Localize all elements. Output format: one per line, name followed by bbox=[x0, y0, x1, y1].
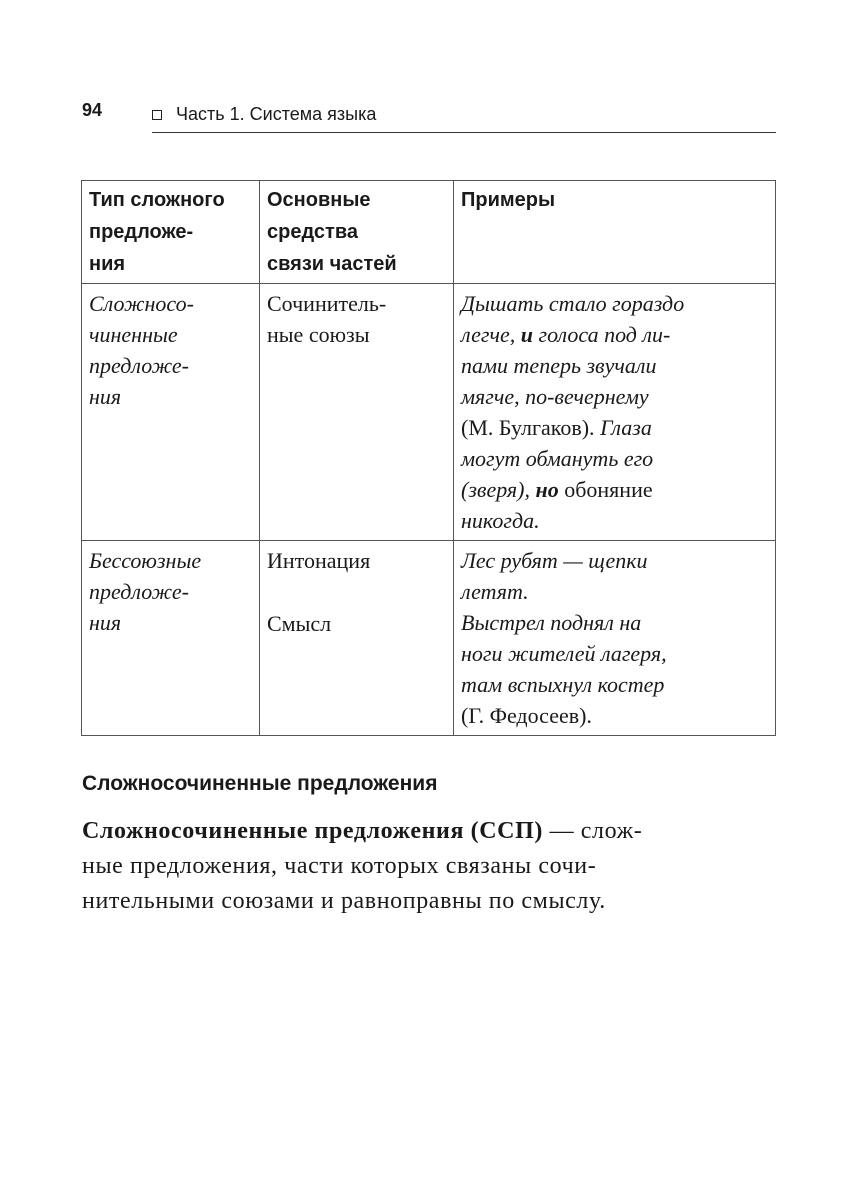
header-examples: Примеры bbox=[454, 181, 776, 284]
author-fedoseev: (Г. Федосеев). bbox=[461, 703, 592, 728]
page-number: 94 bbox=[82, 100, 103, 120]
table-header-row bbox=[82, 181, 776, 284]
section-heading: Сложносочиненные предложения bbox=[82, 772, 438, 795]
author-bulgakov: (М. Булгаков). bbox=[461, 415, 601, 440]
sentence-types-table bbox=[81, 180, 776, 736]
cell-type-asyndetic: Бессоюзные предложе- ния bbox=[82, 541, 260, 736]
header-means: Основные средства связи частей bbox=[260, 181, 454, 284]
running-header bbox=[152, 104, 776, 133]
cell-means-asyndetic: Интонация Смысл bbox=[260, 541, 454, 736]
defined-term: Сложносочиненные предложения (ССП) bbox=[82, 818, 543, 844]
running-header-title: Часть 1. Система языка bbox=[176, 104, 377, 124]
cell-type-compound: Сложносо- чиненные предложе- ния bbox=[82, 284, 260, 541]
header-type: Тип сложного предложе- ния bbox=[82, 181, 260, 284]
table-row bbox=[82, 284, 776, 541]
table-row bbox=[82, 541, 776, 736]
checkbox-square-icon bbox=[152, 110, 162, 120]
definition-paragraph: Сложносочиненные предложения (ССП) — слож- ные предложения, части которых связаны сочи- нительными союзами и равноправны по смыслу. bbox=[82, 818, 643, 914]
cell-examples-compound: Дышать стало гораздо легче, и голоса под ли- пами теперь звучали мягче, по-вечернему (М. Булгаков). Глаза могут обмануть его (зверя), но обоняние никогда. bbox=[454, 284, 776, 541]
cell-examples-asyndetic: Лес рубят — щепки летят. Выстрел поднял на ноги жителей лагеря, там вспыхнул костер (Г. Федосеев). bbox=[454, 541, 776, 736]
conjunction-i: и bbox=[520, 322, 533, 347]
conjunction-no: но bbox=[535, 477, 559, 502]
cell-means-compound: Сочинитель- ные союзы bbox=[260, 284, 454, 541]
